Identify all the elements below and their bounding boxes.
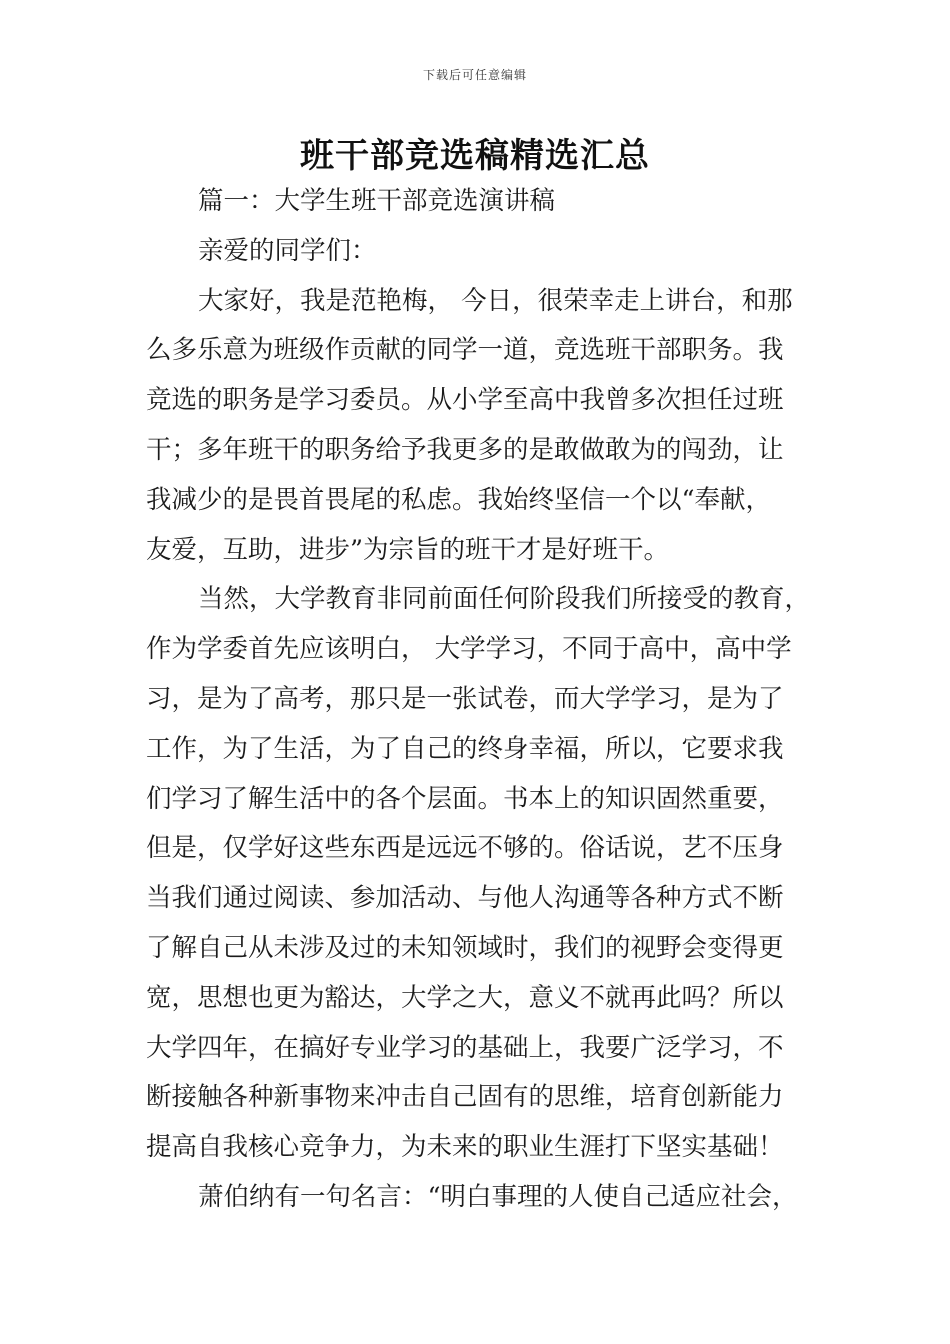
text-line: 友爱，互助，进步”为宗旨的班干才是好班干。 [146, 534, 670, 565]
document-title: 班干部竞选稿精选汇总 [300, 136, 650, 176]
text-line: 们学习了解生活中的各个层面。书本上的知识固然重要， [146, 783, 784, 814]
text-line: 我减少的是畏首畏尾的私虑。我始终坚信一个以“奉献， [146, 484, 772, 515]
text-line: 么多乐意为班级作贡献的同学一道，竞选班干部职务。我 [146, 335, 784, 366]
text-line: 篇一：大学生班干部竞选演讲稿 [198, 186, 556, 216]
text-line: 作为学委首先应该明白， 大学学习，不同于高中，高中学 [146, 634, 792, 665]
text-line: 亲爱的同学们： [198, 235, 377, 266]
text-line: 当然，大学教育非同前面任何阶段我们所接受的教育， [198, 584, 811, 615]
header-note: 下载后可任意编辑 [422, 68, 527, 82]
text-line: 断接触各种新事物来冲击自己固有的思维，培育创新能力 [146, 1082, 784, 1113]
text-line: 工作，为了生活，为了自己的终身幸福，所以，它要求我 [146, 733, 784, 764]
text-line: 宽，思想也更为豁达，大学之大，意义不就再此吗？所以 [146, 982, 784, 1013]
text-line: 大家好，我是范艳梅， 今日，很荣幸走上讲台，和那 [198, 285, 793, 316]
text-line: 竞选的职务是学习委员。从小学至高中我曾多次担任过班 [146, 385, 784, 416]
text-line: 干；多年班干的职务给予我更多的是敢做敢为的闯劲，让 [146, 434, 784, 465]
text-line: 但是，仅学好这些东西是远远不够的。俗话说，艺不压身 [146, 833, 784, 864]
text-line: 大学四年，在搞好专业学习的基础上，我要广泛学习，不 [146, 1032, 784, 1063]
text-line: 萧伯纳有一句名言：“明白事理的人使自己适应社会， [198, 1181, 798, 1212]
text-line: 当我们通过阅读、参加活动、与他人沟通等各种方式不断 [146, 883, 784, 914]
text-line: 习，是为了高考，那只是一张试卷，而大学学习，是为了 [146, 683, 784, 714]
text-line: 了解自己从未涉及过的未知领域时，我们的视野会变得更 [146, 932, 784, 963]
text-line: 提高自我核心竞争力，为未来的职业生涯打下坚实基础！ [146, 1132, 784, 1163]
document-body [146, 177, 826, 1223]
